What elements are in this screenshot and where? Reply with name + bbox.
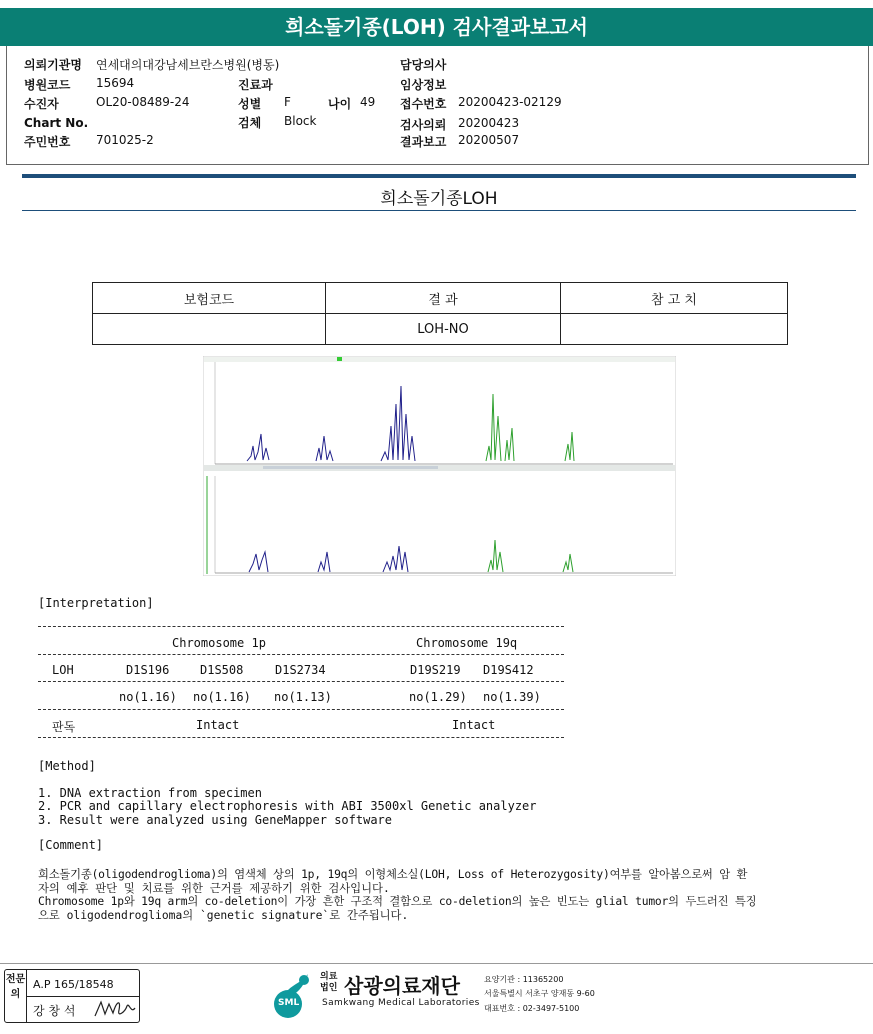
report-title: 희소돌기종(LOH) 검사결과보고서 <box>0 8 873 46</box>
method-heading: [Method] <box>38 759 96 773</box>
clinical-info-label: 임상정보 <box>400 78 447 92</box>
resident-no-label: 주민번호 <box>24 135 71 149</box>
insurance-code-header: 보험코드 <box>93 283 326 314</box>
comment-line-3: Chromosome 1p와 19q arm의 co-deletion이 가장 흔한 구조적 결함으로 co-deletion의 높은 빈도는 glial tumor의 두드러진 특징 <box>38 895 757 908</box>
rule-5 <box>38 737 564 738</box>
judgement-19q: Intact <box>452 718 496 732</box>
stamp-divider <box>27 996 139 997</box>
marker-d19s412: D19S412 <box>483 663 534 677</box>
footer-divider <box>0 963 873 964</box>
handwritten-signature <box>93 998 137 1020</box>
comment-line-4: 으로 oligodendroglioma의 `genetic signature`로 간주됩니다. <box>38 909 409 922</box>
comment-line-2: 자의 예후 판단 및 치료를 위한 근거를 제공하기 위한 검사입니다. <box>38 882 390 895</box>
result-table <box>92 282 788 345</box>
marker-d1s196: D1S196 <box>126 663 170 677</box>
result-table-header <box>93 283 788 314</box>
doctor-name: 강 창 석 <box>33 1004 76 1018</box>
rule-1 <box>38 626 564 627</box>
specimen-label: 검체 <box>238 116 262 130</box>
report-date-label: 결과보고 <box>400 135 447 149</box>
chromosome-1p-header: Chromosome 1p <box>172 636 266 650</box>
org-address: 서울특별시 서초구 양재동 9-60 <box>484 989 595 998</box>
hospital-code-label: 병원코드 <box>24 78 71 92</box>
marker-d19s219: D19S219 <box>410 663 461 677</box>
method-line-2: 2. PCR and capillary electrophoresis with ABI 3500xl Genetic analyzer <box>38 799 537 813</box>
stamp-label: 전문의 <box>5 970 27 1022</box>
comment-heading: [Comment] <box>38 838 104 852</box>
report-date-value: 20200507 <box>458 133 520 147</box>
judgement-1p: Intact <box>196 718 240 732</box>
insurance-code-cell <box>93 314 326 345</box>
doctor-label: 담당의사 <box>400 58 447 72</box>
receipt-no-label: 접수번호 <box>400 97 447 111</box>
value-d1s2734: no(1.13) <box>274 690 332 704</box>
value-d19s219: no(1.29) <box>409 690 467 704</box>
result-table-row <box>93 314 788 345</box>
reference-cell <box>561 314 788 345</box>
loh-row-label: LOH <box>52 663 74 677</box>
electropherogram-image <box>203 356 676 576</box>
reference-header: 참 고 치 <box>561 283 788 314</box>
license-number: A.P 165/18548 <box>33 978 114 991</box>
interpretation-heading: [Interpretation] <box>38 596 154 610</box>
org-phone: 대표번호 : 02-3497-5100 <box>484 1004 580 1013</box>
judgement-label: 판독 <box>52 720 76 734</box>
marker-d1s508: D1S508 <box>200 663 244 677</box>
rule-4 <box>38 709 564 710</box>
sex-value: F <box>284 95 291 109</box>
chromosome-19q-header: Chromosome 19q <box>416 636 518 650</box>
institution-label: 의뢰기관명 <box>24 58 82 72</box>
org-name-english: Samkwang Medical Laboratories <box>322 998 480 1008</box>
value-d1s196: no(1.16) <box>119 690 177 704</box>
method-line-3: 3. Result were analyzed using GeneMapper software <box>38 813 393 827</box>
marker-d1s2734: D1S2734 <box>275 663 326 677</box>
hospital-code-value: 15694 <box>96 76 135 90</box>
rule-3 <box>38 681 564 682</box>
sml-logo-text: SML <box>278 998 300 1008</box>
section-rule-top <box>22 174 856 178</box>
signature-stamp <box>4 969 140 1023</box>
rule-2 <box>38 654 564 655</box>
department-label: 진료과 <box>238 78 273 92</box>
specimen-value: Block <box>284 114 317 128</box>
resident-no-value: 701025-2 <box>96 133 154 147</box>
section-title: 희소돌기종LOH <box>380 189 498 209</box>
result-cell: LOH-NO <box>326 314 561 345</box>
request-date-value: 20200423 <box>458 116 520 130</box>
value-d19s412: no(1.39) <box>483 690 541 704</box>
age-value: 49 <box>360 95 376 109</box>
provider-code: 요양기관 : 11365200 <box>484 975 564 984</box>
method-line-1: 1. DNA extraction from specimen <box>38 786 262 800</box>
org-name: 삼광의료재단 <box>344 974 460 998</box>
comment-line-1: 희소돌기종(oligodendroglioma)의 염색체 상의 1p, 19q의 이형체소실(LOH, Loss of Heterozygosity)여부를 알아봄으로써 암 환 <box>38 868 748 881</box>
patient-label: 수진자 <box>24 97 59 111</box>
receipt-no-value: 20200423-02129 <box>458 95 562 109</box>
org-prefix: 의료법인 <box>320 972 338 993</box>
request-date-label: 검사의뢰 <box>400 118 447 132</box>
result-header: 결 과 <box>326 283 561 314</box>
age-label: 나이 <box>328 97 352 111</box>
chart-no-label: Chart No. <box>24 116 89 130</box>
value-d1s508: no(1.16) <box>193 690 251 704</box>
institution-value: 연세대의대강남세브란스병원(병동) <box>96 58 280 72</box>
sml-logo-icon <box>268 970 316 1020</box>
patient-value: OL20-08489-24 <box>96 95 190 109</box>
sex-label: 성별 <box>238 97 262 111</box>
section-rule-bottom <box>22 210 856 211</box>
